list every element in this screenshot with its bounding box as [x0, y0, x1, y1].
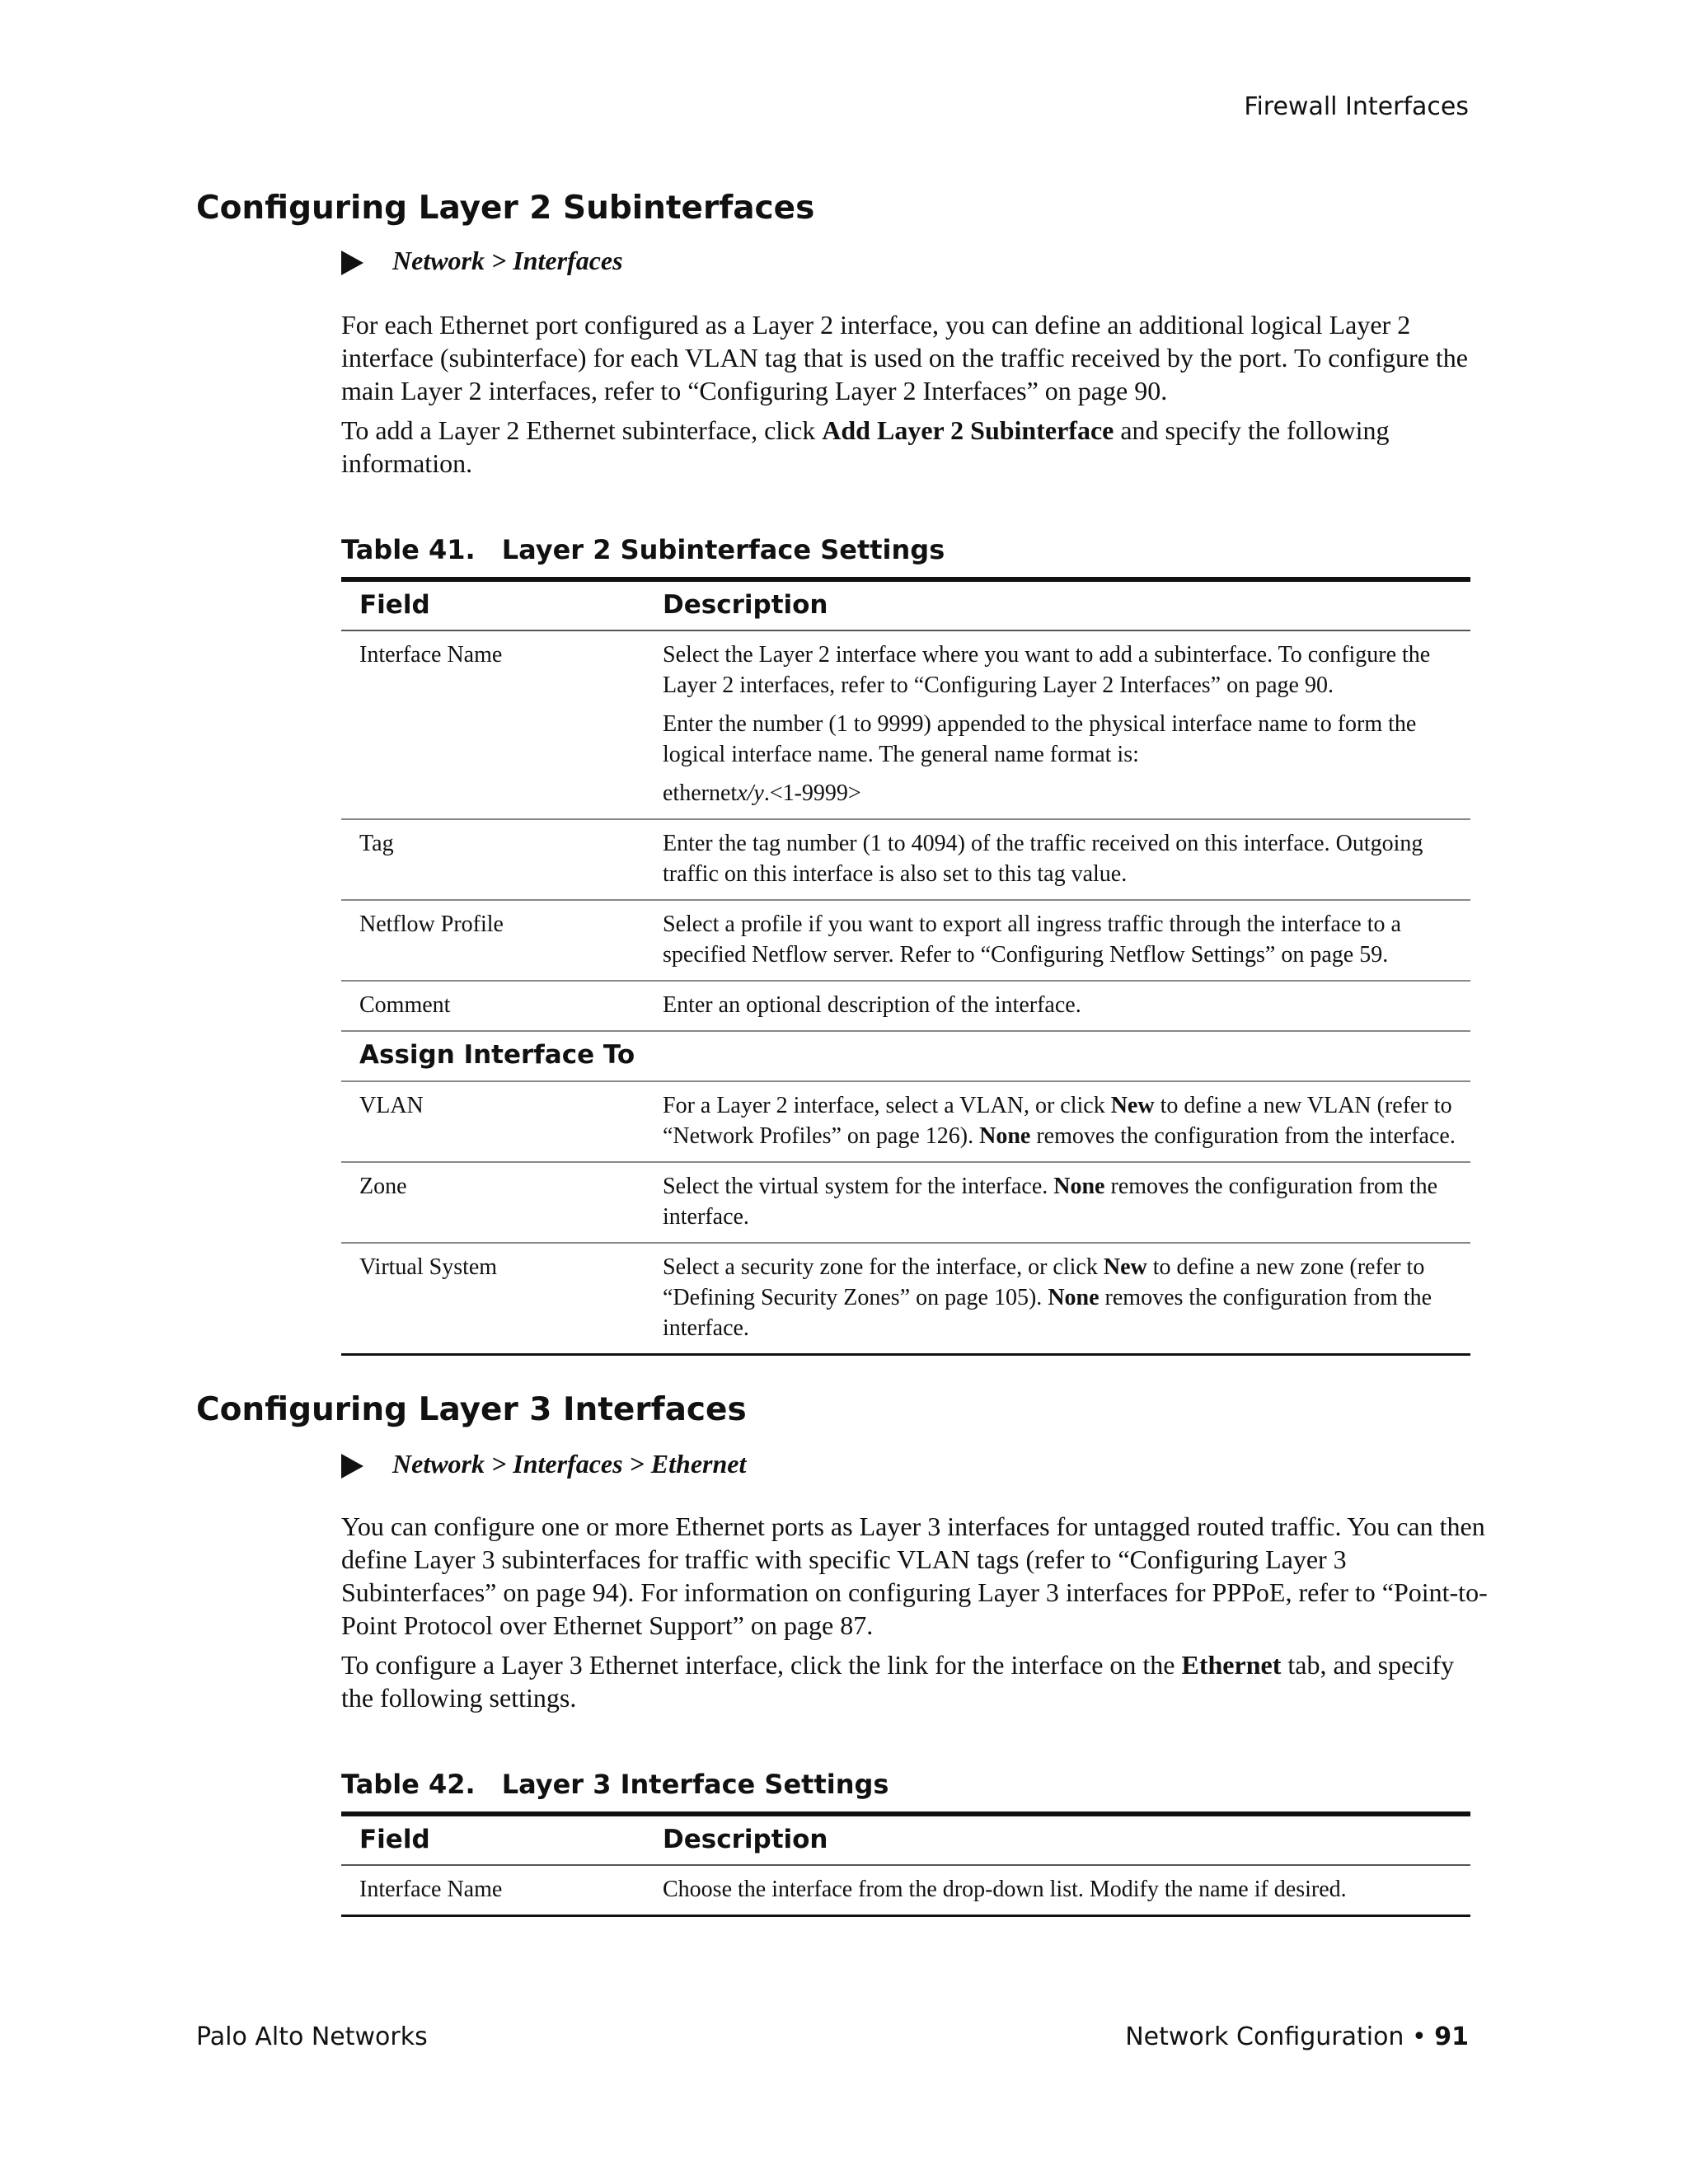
- description-paragraph: Select the Layer 2 interface where you want to add a subinterface. To configure the Layer 2 interfaces, refer to “Configuring Layer 2 Interfaces” on page 90.: [663, 642, 1431, 698]
- name-format: [663, 778, 1470, 808]
- description-paragraph: Enter the number (1 to 9999) appended to the physical interface name to form the logical interface name. The general name format is:: [663, 711, 1417, 767]
- field-description: Enter the tag number (1 to 4094) of the traffic received on this interface. Outgoing traffic on this interface is also set to this tag value.: [645, 819, 1470, 900]
- footer-chapter: Network Configuration: [1125, 2022, 1404, 2051]
- table-header-row: [341, 1814, 1470, 1865]
- desc-bold: New: [1110, 1093, 1155, 1118]
- table-row: [341, 900, 1470, 981]
- desc-bold: None: [1053, 1174, 1105, 1199]
- field-description: Select a profile if you want to export all ingress traffic through the interface to a specified Netflow server. Refer to “Configuring Netflow Settings” on page 59.: [645, 900, 1470, 981]
- desc-text: removes the configuration from the interface.: [663, 1285, 1432, 1341]
- desc-text: to define a new zone (refer to “Defining Security Zones” on page 105).: [663, 1254, 1425, 1310]
- instruction-paragraph: [341, 1648, 1489, 1714]
- table-number: Table 41.: [341, 534, 476, 565]
- field-name: Interface Name: [341, 1865, 645, 1916]
- field-name: Zone: [341, 1162, 645, 1243]
- instruction-text: To add a Layer 2 Ethernet subinterface, click: [341, 415, 823, 445]
- right-arrow-icon: [341, 1454, 363, 1479]
- desc-text: removes the configuration from the interface.: [663, 1174, 1438, 1230]
- table-row: [341, 1243, 1470, 1355]
- column-header-description: Description: [645, 579, 1470, 630]
- field-name: Tag: [341, 819, 645, 900]
- nav-path-text: Network > Interfaces > Ethernet: [392, 1449, 747, 1479]
- table-number: Table 42.: [341, 1769, 476, 1800]
- format-prefix: ethernet: [663, 780, 738, 806]
- footer-company: Palo Alto Networks: [196, 2022, 428, 2051]
- table-title: Layer 2 Subinterface Settings: [501, 534, 945, 565]
- intro-paragraph: For each Ethernet port configured as a Layer 2 interface, you can define an additional logical Layer 2 interface (subinterface) for each VLAN tag that is used on the traffic received by the port. To configure the main Layer 2 interfaces, refer to “Configuring Layer 2 Interfaces” on page 90.: [341, 310, 1468, 405]
- table-header-row: [341, 579, 1470, 630]
- desc-bold: None: [979, 1123, 1031, 1149]
- footer-page-info: [1125, 2022, 1469, 2051]
- desc-text: removes the configuration from the interface.: [1030, 1123, 1456, 1149]
- format-slot: x/y: [737, 780, 764, 806]
- table-title: Layer 3 Interface Settings: [501, 1769, 889, 1800]
- desc-text: Select the virtual system for the interface.: [663, 1174, 1054, 1199]
- field-description: Enter an optional description of the interface.: [645, 981, 1470, 1031]
- table-row: [341, 819, 1470, 900]
- table-caption: [341, 1769, 889, 1800]
- desc-bold: New: [1103, 1254, 1147, 1280]
- field-description: [645, 1162, 1470, 1243]
- instruction-paragraph: [341, 414, 1489, 480]
- desc-bold: None: [1048, 1285, 1100, 1310]
- section-title-layer2-subinterfaces: Configuring Layer 2 Subinterfaces: [196, 190, 815, 227]
- bullet-separator: •: [1412, 2022, 1427, 2051]
- column-header-field: Field: [341, 579, 645, 630]
- section-title-layer3-interfaces: Configuring Layer 3 Interfaces: [196, 1391, 747, 1428]
- field-name: VLAN: [341, 1081, 645, 1162]
- add-subinterface-label: Add Layer 2 Subinterface: [822, 415, 1114, 445]
- desc-text: Select a security zone for the interface, or click: [663, 1254, 1104, 1280]
- ethernet-tab-label: Ethernet: [1181, 1650, 1282, 1680]
- field-name: Netflow Profile: [341, 900, 645, 981]
- table-caption: [341, 534, 945, 565]
- instruction-text-end: and specify the following information.: [341, 415, 1390, 478]
- column-header-field: Field: [341, 1814, 645, 1865]
- instruction-text-end: tab, and specify the following settings.: [341, 1650, 1455, 1713]
- table-group-row: [341, 1031, 1470, 1081]
- intro-paragraph: You can configure one or more Ethernet ports as Layer 3 interfaces for untagged routed traffic. You can then define Layer 3 subinterfaces for traffic with specific VLAN tags (refer to “Configuring Layer 3 Subinterfaces” on page 94). For information on configuring Layer 3 interfaces for PPPoE, refer to “Point-to-Point Protocol over Ethernet Support” on page 87.: [341, 1511, 1488, 1640]
- field-description: [645, 1081, 1470, 1162]
- desc-text: to define a new VLAN (refer to “Network Profiles” on page 126).: [663, 1093, 1452, 1149]
- field-description: [645, 1243, 1470, 1355]
- layer2-subinterface-settings-table: [341, 577, 1470, 1356]
- page-number: 91: [1434, 2022, 1469, 2051]
- field-name: Interface Name: [341, 630, 645, 819]
- format-suffix: .<1-9999>: [763, 780, 861, 806]
- table-row: [341, 630, 1470, 819]
- table-row: [341, 981, 1470, 1031]
- table-row: [341, 1081, 1470, 1162]
- right-arrow-icon: [341, 251, 363, 275]
- column-header-description: Description: [645, 1814, 1470, 1865]
- field-description: [645, 630, 1470, 819]
- field-description: Choose the interface from the drop-down list. Modify the name if desired.: [645, 1865, 1470, 1916]
- nav-path-text: Network > Interfaces: [392, 246, 623, 275]
- field-name: Comment: [341, 981, 645, 1031]
- desc-text: For a Layer 2 interface, select a VLAN, or click: [663, 1093, 1111, 1118]
- group-label: Assign Interface To: [341, 1031, 1470, 1081]
- instruction-text: To configure a Layer 3 Ethernet interface, click the link for the interface on the: [341, 1650, 1182, 1680]
- running-header: Firewall Interfaces: [1244, 92, 1469, 121]
- layer3-interface-settings-table: [341, 1811, 1470, 1917]
- table-row: [341, 1865, 1470, 1916]
- field-name: Virtual System: [341, 1243, 645, 1355]
- table-row: [341, 1162, 1470, 1243]
